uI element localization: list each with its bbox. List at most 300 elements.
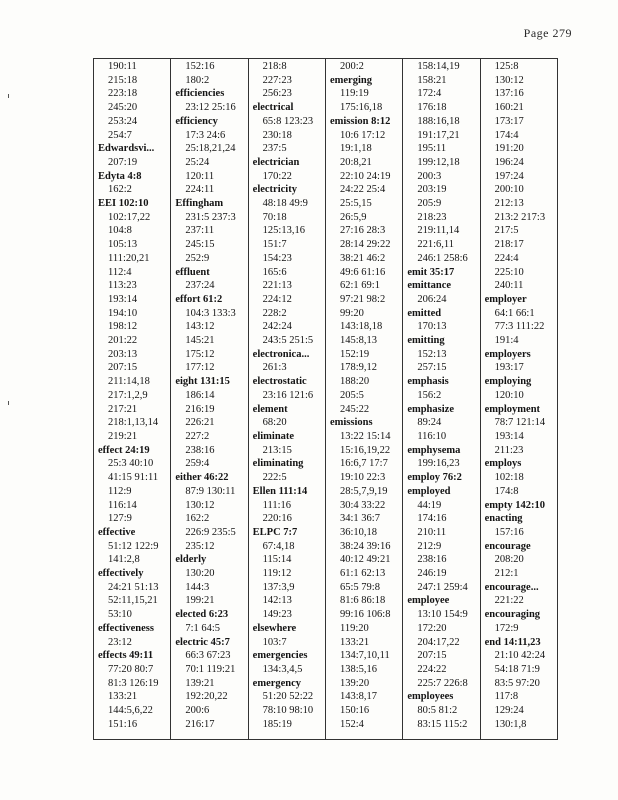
index-reference: 130:12 [185, 499, 215, 511]
index-term: effective [98, 526, 136, 538]
index-reference: 212:9 [417, 540, 442, 552]
index-reference: 175:16,18 [339, 102, 383, 114]
index-term: Effingham [175, 198, 224, 210]
index-term: employs [484, 458, 522, 470]
index-column [170, 59, 247, 739]
index-reference: 174:4 [494, 129, 519, 141]
index-reference: 213:2 217:3 [494, 211, 546, 223]
index-reference: 193:17 [494, 362, 524, 374]
index-reference: 216:17 [185, 718, 215, 730]
index-reference: 154:23 [262, 252, 292, 264]
index-reference: 226:21 [185, 417, 215, 429]
index-reference: 172:9 [494, 622, 519, 634]
index-term: emittance [407, 280, 452, 292]
index-reference: 80:5 81:2 [417, 705, 458, 717]
index-reference: 226:9 235:5 [185, 526, 236, 538]
index-term: emphasis [407, 376, 449, 388]
index-reference: 68:20 [262, 417, 287, 429]
index-term: employ 76:2 [407, 472, 462, 484]
index-reference: 64:1 66:1 [494, 307, 535, 319]
index-term: encouraging [484, 609, 541, 621]
index-term: efficiencies [175, 88, 225, 100]
index-reference: 218:8 [262, 61, 287, 72]
index-reference: 224:4 [494, 252, 519, 264]
index-reference: 111:16 [262, 499, 292, 511]
index-reference: 28:14 29:22 [339, 239, 391, 251]
index-reference: 246:1 258:6 [417, 252, 468, 264]
index-reference: 97:21 98:2 [339, 293, 386, 305]
index-reference: 188:16,18 [417, 115, 460, 127]
index-term: employment [484, 403, 541, 415]
index-reference: 111:20,21 [108, 252, 150, 264]
index-term: eight 131:15 [175, 376, 230, 388]
index-reference: 221:22 [494, 595, 524, 607]
index-reference: 87:9 130:11 [185, 485, 236, 497]
index-reference: 151:7 [262, 239, 287, 251]
index-term: emissions [329, 417, 373, 429]
index-reference: 235:12 [185, 540, 215, 552]
index-reference: 23:12 [108, 636, 132, 648]
index-reference: 224:12 [262, 293, 292, 305]
index-reference: 216:19 [185, 403, 215, 415]
index-reference: 220:16 [262, 513, 292, 525]
index-reference: 24:21 51:13 [108, 581, 159, 593]
index-reference: 152:16 [185, 61, 215, 72]
index-term: either 46:22 [175, 472, 229, 484]
index-term: element [252, 403, 288, 415]
index-reference: 89:24 [417, 417, 442, 429]
index-reference: 203:13 [108, 348, 138, 360]
index-reference: 218:1,13,14 [108, 417, 159, 429]
index-reference: 152:19 [339, 348, 370, 360]
index-reference: 231:5 237:3 [185, 211, 236, 223]
index-reference: 30:4 33:22 [339, 499, 386, 511]
index-reference: 230:18 [262, 129, 292, 141]
index-reference: 16:6,7 17:7 [339, 458, 388, 470]
index-reference: 172:4 [417, 88, 442, 100]
index-reference: 156:2 [417, 389, 442, 401]
index-reference: 207:15 [108, 362, 138, 374]
index-reference: 22:10 24:19 [339, 170, 391, 182]
index-reference: 130:1,8 [494, 718, 527, 730]
index-table [93, 58, 558, 740]
index-reference: 38:21 46:2 [339, 252, 386, 264]
index-reference: 116:14 [108, 499, 137, 511]
index-reference: 158:14,19 [417, 61, 460, 72]
index-reference: 138:5,16 [339, 663, 378, 675]
index-reference: 172:20 [417, 622, 447, 634]
index-reference: 112:9 [108, 485, 132, 497]
index-reference: 120:11 [185, 170, 215, 182]
index-reference: 38:24 39:16 [339, 540, 391, 552]
index-term: emphasize [407, 403, 454, 415]
index-term: elderly [175, 554, 207, 566]
index-reference: 119:20 [339, 622, 369, 634]
index-reference: 77:3 111:22 [494, 321, 545, 333]
index-column [402, 59, 479, 739]
index-reference: 70:18 [262, 211, 287, 223]
index-reference: 13:22 15:14 [339, 430, 391, 442]
index-reference: 133:21 [108, 691, 138, 703]
index-term: emergencies [252, 650, 308, 662]
index-reference: 139:20 [339, 677, 370, 689]
index-reference: 243:5 251:5 [262, 335, 314, 347]
index-reference: 105:13 [108, 239, 138, 251]
index-reference: 210:11 [417, 526, 447, 538]
index-term: emit 35:17 [407, 266, 455, 278]
index-term: encourage [484, 540, 531, 552]
index-term: employee [407, 595, 450, 607]
index-reference: 25:3 40:10 [108, 458, 154, 470]
index-reference: 256:23 [262, 88, 292, 100]
index-reference: 217:1,2,9 [108, 389, 148, 401]
index-reference: 133:21 [339, 636, 370, 648]
index-term: elected 6:23 [175, 609, 229, 621]
index-reference: 186:14 [185, 389, 215, 401]
index-reference: 65:8 123:23 [262, 115, 314, 127]
index-term: Edwardsvi... [98, 143, 155, 155]
index-reference: 23:16 121:6 [262, 389, 314, 401]
index-reference: 175:12 [185, 348, 215, 360]
index-reference: 160:21 [494, 102, 524, 114]
index-term: employing [484, 376, 532, 388]
index-reference: 225:7 226:8 [417, 677, 468, 689]
index-term: ELPC 7:7 [252, 526, 298, 538]
index-reference: 25:5,15 [339, 198, 372, 210]
index-reference: 134:7,10,11 [339, 650, 390, 662]
index-reference: 188:20 [339, 376, 370, 388]
index-reference: 224:11 [185, 184, 215, 196]
index-reference: 174:8 [494, 485, 519, 497]
index-reference: 102:18 [494, 472, 524, 484]
index-term: EEI 102:10 [98, 198, 149, 210]
index-reference: 19:10 22:3 [339, 472, 386, 484]
index-term: empty 142:10 [484, 499, 546, 511]
index-reference: 103:7 [262, 636, 287, 648]
index-reference: 162:2 [108, 184, 132, 196]
index-reference: 246:19 [417, 568, 447, 580]
index-reference: 219:21 [108, 430, 138, 442]
index-reference: 25:18,21,24 [185, 143, 236, 155]
index-column [93, 59, 170, 739]
index-reference: 139:21 [185, 677, 215, 689]
index-term: Ellen 111:14 [252, 485, 308, 497]
index-term: employers [484, 348, 531, 360]
index-term: Edyta 4:8 [98, 170, 142, 182]
index-reference: 221:6,11 [417, 239, 454, 251]
index-reference: 185:19 [262, 718, 292, 730]
index-reference: 102:17,22 [108, 211, 151, 223]
index-reference: 36:10,18 [339, 526, 378, 538]
index-reference: 119:19 [339, 88, 369, 100]
index-reference: 219:11,14 [417, 225, 460, 237]
index-reference: 17:3 24:6 [185, 129, 226, 141]
index-reference: 227:2 [185, 430, 210, 442]
index-reference: 149:23 [262, 609, 292, 621]
index-term: effect 24:19 [98, 444, 150, 456]
index-reference: 65:5 79:8 [339, 581, 380, 593]
index-reference: 165:6 [262, 266, 287, 278]
index-reference: 223:18 [108, 88, 138, 100]
index-reference: 144:3 [185, 581, 210, 593]
index-reference: 217:21 [108, 403, 138, 415]
index-reference: 194:10 [108, 307, 138, 319]
index-reference: 225:10 [494, 266, 524, 278]
index-reference: 204:17,22 [417, 636, 460, 648]
index-term: emphysema [407, 444, 461, 456]
index-reference: 78:10 98:10 [262, 705, 314, 717]
index-reference: 21:10 42:24 [494, 650, 546, 662]
index-reference: 211:14,18 [108, 376, 150, 388]
index-reference: 215:18 [108, 74, 138, 86]
index-reference: 228:2 [262, 307, 287, 319]
index-reference: 178:9,12 [339, 362, 378, 374]
index-reference: 151:16 [108, 718, 138, 730]
index-reference: 221:13 [262, 280, 292, 292]
index-reference: 199:16,23 [417, 458, 460, 470]
index-reference: 78:7 121:14 [494, 417, 546, 429]
index-reference: 40:12 49:21 [339, 554, 391, 566]
index-term: emission 8:12 [329, 115, 391, 127]
index-reference: 191:4 [494, 335, 519, 347]
index-term: employer [484, 293, 527, 305]
index-reference: 27:16 28:3 [339, 225, 386, 237]
index-reference: 222:5 [262, 472, 287, 484]
index-reference: 158:21 [417, 74, 447, 86]
index-reference: 120:10 [494, 389, 524, 401]
index-reference: 200:3 [417, 170, 442, 182]
index-reference: 237:24 [185, 280, 215, 292]
index-reference: 112:4 [108, 266, 132, 278]
index-reference: 237:5 [262, 143, 287, 155]
index-reference: 259:4 [185, 458, 210, 470]
index-term: effectively [98, 568, 144, 580]
index-reference: 125:8 [494, 61, 519, 72]
index-reference: 245:22 [339, 403, 370, 415]
index-reference: 240:11 [494, 280, 524, 292]
index-reference: 144:5,6,22 [108, 705, 153, 717]
index-term: effects 49:11 [98, 650, 154, 662]
index-term: employed [407, 485, 451, 497]
index-reference: 143:8,17 [339, 691, 378, 703]
index-reference: 119:12 [262, 568, 292, 580]
index-reference: 196:24 [494, 156, 524, 168]
index-reference: 253:24 [108, 115, 138, 127]
index-reference: 130:12 [494, 74, 524, 86]
index-reference: 77:20 80:7 [108, 663, 154, 675]
index-reference: 247:1 259:4 [417, 581, 468, 593]
index-reference: 217:5 [494, 225, 519, 237]
index-column [248, 59, 325, 739]
index-reference: 224:22 [417, 663, 447, 675]
index-term: elsewhere [252, 622, 297, 634]
index-reference: 83:15 115:2 [417, 718, 468, 730]
index-reference: 252:9 [185, 252, 210, 264]
index-reference: 176:18 [417, 102, 447, 114]
index-term: effluent [175, 266, 210, 278]
index-term: emerging [329, 74, 372, 86]
index-reference: 116:10 [417, 430, 447, 442]
index-reference: 67:4,18 [262, 540, 295, 552]
index-reference: 61:1 62:13 [339, 568, 386, 580]
index-reference: 227:23 [262, 74, 292, 86]
index-reference: 152:4 [339, 718, 364, 730]
index-reference: 212:13 [494, 198, 524, 210]
index-reference: 70:1 119:21 [185, 663, 236, 675]
index-term: eliminating [252, 458, 304, 470]
index-reference: 205:5 [339, 389, 364, 401]
index-term: electrician [252, 156, 300, 168]
index-reference: 127:9 [108, 513, 132, 525]
index-column [325, 59, 402, 739]
index-reference: 25:24 [185, 156, 210, 168]
index-term: efficiency [175, 115, 218, 127]
index-reference: 198:12 [108, 321, 138, 333]
index-reference: 130:20 [185, 568, 215, 580]
index-reference: 173:17 [494, 115, 524, 127]
index-term: emitting [407, 335, 445, 347]
index-reference: 137:3,9 [262, 581, 295, 593]
index-reference: 203:19 [417, 184, 447, 196]
index-reference: 191:17,21 [417, 129, 460, 141]
index-reference: 81:3 126:19 [108, 677, 159, 689]
index-reference: 245:15 [185, 239, 215, 251]
index-reference: 99:20 [339, 307, 364, 319]
index-reference: 207:15 [417, 650, 447, 662]
index-reference: 170:22 [262, 170, 292, 182]
index-reference: 26:5,9 [339, 211, 367, 223]
index-reference: 191:20 [494, 143, 524, 155]
index-reference: 201:22 [108, 335, 138, 347]
index-reference: 104:8 [108, 225, 132, 237]
index-reference: 142:13 [262, 595, 292, 607]
index-term: electronica... [252, 348, 310, 360]
index-reference: 157:16 [494, 526, 524, 538]
index-term: electrostatic [252, 376, 307, 388]
index-reference: 197:24 [494, 170, 524, 182]
index-reference: 207:19 [108, 156, 138, 168]
index-reference: 117:8 [494, 691, 519, 703]
index-reference: 193:14 [494, 430, 524, 442]
index-reference: 54:18 71:9 [494, 663, 540, 675]
index-term: employees [407, 691, 454, 703]
index-reference: 49:6 61:16 [339, 266, 386, 278]
index-reference: 143:12 [185, 321, 215, 333]
index-reference: 83:5 97:20 [494, 677, 540, 689]
index-reference: 199:12,18 [417, 156, 460, 168]
index-reference: 51:20 52:22 [262, 691, 314, 703]
index-term: effectiveness [98, 622, 154, 634]
index-reference: 257:15 [417, 362, 447, 374]
margin-mark [8, 401, 9, 405]
index-reference: 254:7 [108, 129, 132, 141]
index-term: eliminate [252, 430, 295, 442]
index-reference: 143:18,18 [339, 321, 383, 333]
index-term: electrical [252, 102, 294, 114]
index-reference: 134:3,4,5 [262, 663, 303, 675]
index-reference: 28:5,7,9,19 [339, 485, 388, 497]
index-reference: 238:16 [417, 554, 447, 566]
index-reference: 200:10 [494, 184, 524, 196]
index-term: emitted [407, 307, 442, 319]
index-column [480, 59, 558, 739]
index-reference: 200:2 [339, 61, 364, 72]
index-reference: 141:2,8 [108, 554, 140, 566]
index-reference: 62:1 69:1 [339, 280, 380, 292]
index-reference: 52:11,15,21 [108, 595, 158, 607]
index-reference: 19:1,18 [339, 143, 372, 155]
index-term: electricity [252, 184, 297, 196]
index-reference: 177:12 [185, 362, 215, 374]
index-reference: 10:6 17:12 [339, 129, 386, 141]
index-reference: 205:9 [417, 198, 442, 210]
index-reference: 137:16 [494, 88, 524, 100]
index-reference: 242:24 [262, 321, 292, 333]
index-reference: 53:10 [108, 609, 132, 621]
index-reference: 206:24 [417, 293, 447, 305]
index-term: end 14:11,23 [484, 636, 541, 648]
index-term: emergency [252, 677, 302, 689]
index-reference: 15:16,19,22 [339, 444, 391, 456]
index-reference: 20:8,21 [339, 156, 372, 168]
index-term: encourage... [484, 581, 539, 593]
index-reference: 24:22 25:4 [339, 184, 386, 196]
index-reference: 245:20 [108, 102, 138, 114]
index-reference: 23:12 25:16 [185, 102, 236, 114]
index-reference: 7:1 64:5 [185, 622, 221, 634]
index-reference: 48:18 49:9 [262, 198, 308, 210]
index-reference: 195:11 [417, 143, 447, 155]
index-reference: 44:19 [417, 499, 442, 511]
index-term: enacting [484, 513, 523, 525]
index-reference: 212:1 [494, 568, 519, 580]
index-reference: 51:12 122:9 [108, 540, 159, 552]
index-reference: 145:8,13 [339, 335, 378, 347]
index-reference: 99:16 106:8 [339, 609, 391, 621]
index-reference: 180:2 [185, 74, 210, 86]
index-reference: 41:15 91:11 [108, 472, 159, 484]
index-reference: 170:13 [417, 321, 447, 333]
index-reference: 193:14 [108, 293, 138, 305]
index-reference: 150:16 [339, 705, 370, 717]
index-reference: 115:14 [262, 554, 292, 566]
index-reference: 104:3 133:3 [185, 307, 236, 319]
index-reference: 66:3 67:23 [185, 650, 231, 662]
index-reference: 190:11 [108, 61, 137, 72]
index-reference: 125:13,16 [262, 225, 305, 237]
index-reference: 81:6 86:18 [339, 595, 386, 607]
index-reference: 199:21 [185, 595, 215, 607]
index-reference: 200:6 [185, 705, 210, 717]
index-reference: 162:2 [185, 513, 210, 525]
index-reference: 145:21 [185, 335, 215, 347]
margin-mark [8, 94, 9, 98]
index-reference: 218:23 [417, 211, 447, 223]
index-reference: 213:15 [262, 444, 292, 456]
index-reference: 237:11 [185, 225, 215, 237]
index-reference: 113:23 [108, 280, 137, 292]
index-reference: 129:24 [494, 705, 524, 717]
index-reference: 13:10 154:9 [417, 609, 468, 621]
index-term: electric 45:7 [175, 636, 230, 648]
page-number: Page 279 [523, 26, 572, 40]
index-term: effort 61:2 [175, 293, 223, 305]
index-reference: 152:13 [417, 348, 447, 360]
index-reference: 192:20,22 [185, 691, 228, 703]
index-reference: 174:16 [417, 513, 447, 525]
index-reference: 34:1 36:7 [339, 513, 380, 525]
index-reference: 211:23 [494, 444, 524, 456]
